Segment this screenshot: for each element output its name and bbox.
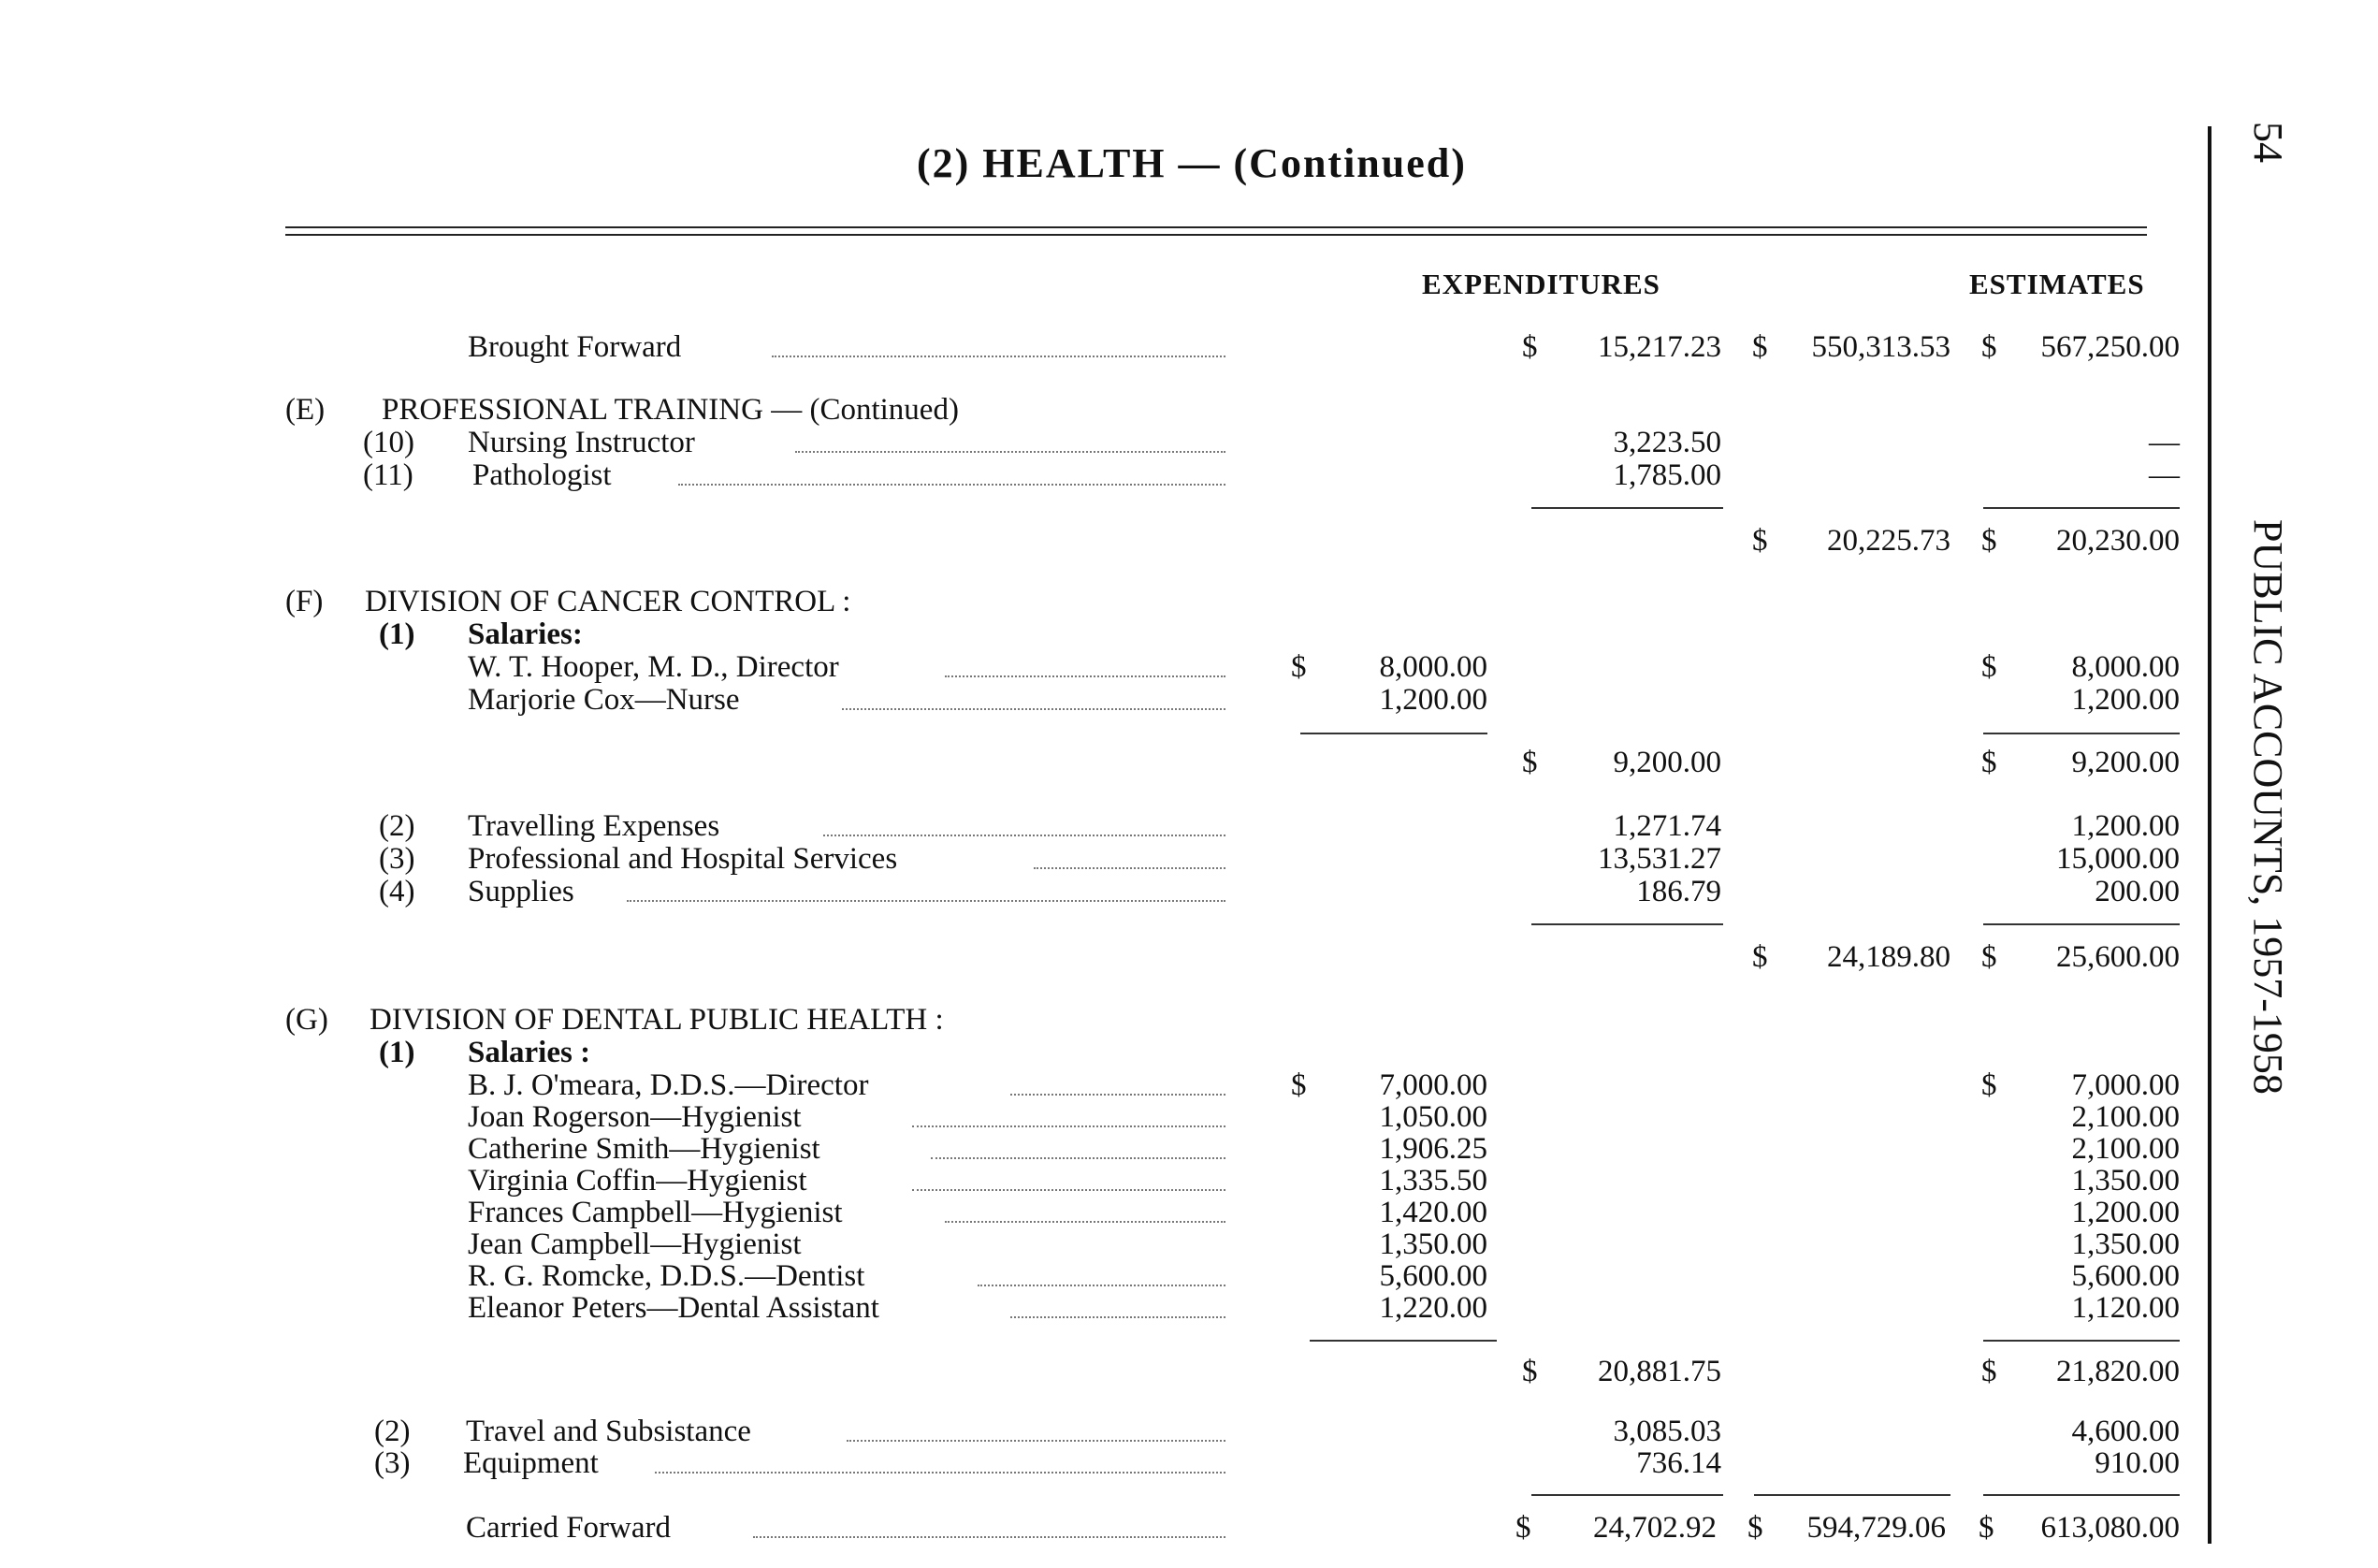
salary-amount: 1,420.00 (1379, 1196, 1487, 1229)
subtotal-rule (1983, 733, 2180, 734)
salary-estimate: 1,200.00 (2071, 683, 2180, 717)
salary-estimate: 1,350.00 (2071, 1164, 2180, 1198)
header-rule-bottom (285, 234, 2147, 236)
subtotal-rule (1983, 1340, 2180, 1342)
currency-symbol: $ (1291, 650, 1307, 684)
currency-symbol: $ (1981, 940, 1997, 974)
currency-symbol: $ (1522, 1355, 1538, 1388)
leader-dots (912, 1125, 1225, 1127)
section-e-total: 20,225.73 (1827, 524, 1950, 558)
salary-estimate: 2,100.00 (2071, 1132, 2180, 1166)
item-estimate: 4,600.00 (2071, 1415, 2180, 1448)
salaries-number: (1) (379, 617, 415, 651)
carried-forward-expenditure: 24,702.92 (1593, 1511, 1717, 1545)
item-expenditure: 186.79 (1636, 875, 1721, 908)
currency-symbol: $ (1515, 1511, 1531, 1545)
salaries-label: Salaries: (468, 617, 583, 651)
leader-dots (978, 1285, 1225, 1286)
currency-symbol: $ (1981, 1355, 1997, 1388)
expenditures-header: EXPENDITURES (1422, 268, 1660, 300)
salary-amount: 1,335.50 (1379, 1164, 1487, 1198)
currency-symbol: $ (1522, 746, 1538, 779)
subtotal-rule (1300, 733, 1487, 734)
item-expenditure: 736.14 (1636, 1446, 1721, 1480)
salary-amount: 8,000.00 (1379, 650, 1487, 684)
item-label: Nursing Instructor (468, 426, 695, 459)
page-title: (2) HEALTH — (Continued) (917, 140, 1467, 186)
section-g-title: DIVISION OF DENTAL PUBLIC HEALTH : (370, 1003, 944, 1037)
salary-estimate: 1,120.00 (2071, 1291, 2180, 1325)
item-label: Travelling Expenses (468, 809, 720, 843)
salary-name: Catherine Smith—Hygienist (468, 1132, 820, 1166)
currency-symbol: $ (1747, 1511, 1763, 1545)
leader-dots (772, 356, 1225, 357)
salary-name: Marjorie Cox—Nurse (468, 683, 740, 717)
item-expenditure: 1,271.74 (1613, 809, 1721, 843)
leader-dots (627, 900, 1225, 902)
brought-forward-total: 550,313.53 (1811, 330, 1950, 364)
section-e-letter: (E) (285, 393, 326, 427)
item-number: (3) (379, 842, 415, 876)
salary-amount: 1,220.00 (1379, 1291, 1487, 1325)
subtotal-rule (1754, 1494, 1950, 1496)
section-f-estimate-total: 25,600.00 (2056, 940, 2180, 974)
item-label: Professional and Hospital Services (468, 842, 898, 876)
currency-symbol: $ (1981, 524, 1997, 558)
salary-estimate: 5,600.00 (2071, 1259, 2180, 1293)
salaries-number: (1) (379, 1036, 415, 1069)
leader-dots (753, 1536, 1225, 1538)
page-margin-bar (2208, 126, 2211, 1544)
side-heading: PUBLIC ACCOUNTS, 1957-1958 (2245, 519, 2291, 1095)
header-rule-top (285, 226, 2147, 228)
currency-symbol: $ (1981, 650, 1997, 684)
subtotal-rule (1531, 507, 1723, 509)
section-e-estimate-total: 20,230.00 (2056, 524, 2180, 558)
item-estimate: 15,000.00 (2056, 842, 2180, 876)
item-label: Equipment (463, 1446, 599, 1480)
item-expenditure: 1,785.00 (1613, 458, 1721, 492)
salary-amount: 1,906.25 (1379, 1132, 1487, 1166)
salary-amount: 5,600.00 (1379, 1259, 1487, 1293)
salary-estimate: 1,200.00 (2071, 1196, 2180, 1229)
carried-forward-total: 594,729.06 (1806, 1511, 1946, 1545)
subtotal-rule (1531, 1494, 1723, 1496)
currency-symbol: $ (1981, 746, 1997, 779)
item-estimate: 1,200.00 (2071, 809, 2180, 843)
salary-name: Virginia Coffin—Hygienist (468, 1164, 807, 1198)
leader-dots (945, 1221, 1225, 1223)
leader-dots (847, 1440, 1225, 1442)
salary-estimate: 1,350.00 (2071, 1227, 2180, 1261)
carried-forward-estimate: 613,080.00 (2040, 1511, 2180, 1545)
leader-dots (655, 1472, 1225, 1474)
brought-forward-expenditure: 15,217.23 (1598, 330, 1721, 364)
item-number: (10) (363, 426, 414, 459)
salary-amount: 7,000.00 (1379, 1068, 1487, 1102)
salary-name: Frances Campbell—Hygienist (468, 1196, 843, 1229)
salaries-subtotal: 20,881.75 (1598, 1355, 1721, 1388)
item-number: (2) (374, 1415, 411, 1448)
item-label: Pathologist (472, 458, 612, 492)
page-number: 54 (2245, 122, 2291, 163)
brought-forward-label: Brought Forward (468, 330, 682, 364)
salaries-subtotal-estimate: 9,200.00 (2071, 746, 2180, 779)
salary-estimate: 2,100.00 (2071, 1100, 2180, 1134)
salary-amount: 1,200.00 (1379, 683, 1487, 717)
item-number: (2) (379, 809, 415, 843)
item-label: Travel and Subsistance (466, 1415, 751, 1448)
subtotal-rule (1531, 923, 1723, 925)
salary-name: Joan Rogerson—Hygienist (468, 1100, 802, 1134)
estimates-header: ESTIMATES (1969, 268, 2145, 300)
leader-dots (678, 484, 1225, 486)
salary-amount: 1,050.00 (1379, 1100, 1487, 1134)
leader-dots (912, 1189, 1225, 1191)
item-estimate: 910.00 (2095, 1446, 2180, 1480)
leader-dots (823, 835, 1225, 836)
leader-dots (1010, 1094, 1225, 1096)
salaries-subtotal-estimate: 21,820.00 (2056, 1355, 2180, 1388)
item-estimate-dash: — (2149, 426, 2180, 459)
leader-dots (842, 708, 1225, 710)
salary-name: Jean Campbell—Hygienist (468, 1227, 802, 1261)
salary-name: W. T. Hooper, M. D., Director (468, 650, 839, 684)
salary-amount: 1,350.00 (1379, 1227, 1487, 1261)
item-number: (3) (374, 1446, 411, 1480)
item-estimate: 200.00 (2095, 875, 2180, 908)
item-estimate-dash: — (2149, 458, 2180, 492)
brought-forward-estimate: 567,250.00 (2040, 330, 2180, 364)
item-expenditure: 13,531.27 (1598, 842, 1721, 876)
section-f-total: 24,189.80 (1827, 940, 1950, 974)
salaries-subtotal: 9,200.00 (1613, 746, 1721, 779)
leader-dots (1034, 867, 1225, 869)
salary-estimate: 7,000.00 (2071, 1068, 2180, 1102)
section-g-letter: (G) (285, 1003, 328, 1037)
subtotal-rule (1983, 1494, 2180, 1496)
item-expenditure: 3,223.50 (1613, 426, 1721, 459)
currency-symbol: $ (1291, 1068, 1307, 1102)
salary-name: Eleanor Peters—Dental Assistant (468, 1291, 879, 1325)
carried-forward-label: Carried Forward (466, 1511, 672, 1545)
subtotal-rule (1983, 923, 2180, 925)
salary-name: B. J. O'meara, D.D.S.—Director (468, 1068, 869, 1102)
salaries-label: Salaries : (468, 1036, 591, 1069)
item-number: (11) (363, 458, 413, 492)
subtotal-rule (1310, 1340, 1497, 1342)
currency-symbol: $ (1979, 1511, 1994, 1545)
item-expenditure: 3,085.03 (1613, 1415, 1721, 1448)
item-number: (4) (379, 875, 415, 908)
section-f-title: DIVISION OF CANCER CONTROL : (365, 585, 851, 618)
currency-symbol: $ (1981, 1068, 1997, 1102)
section-f-letter: (F) (285, 585, 324, 618)
salary-estimate: 8,000.00 (2071, 650, 2180, 684)
leader-dots (795, 451, 1225, 453)
subtotal-rule (1983, 507, 2180, 509)
currency-symbol: $ (1981, 330, 1997, 364)
leader-dots (1010, 1316, 1225, 1318)
currency-symbol: $ (1752, 940, 1768, 974)
leader-dots (945, 675, 1225, 677)
leader-dots (931, 1157, 1225, 1159)
currency-symbol: $ (1752, 524, 1768, 558)
item-label: Supplies (468, 875, 574, 908)
salary-name: R. G. Romcke, D.D.S.—Dentist (468, 1259, 865, 1293)
currency-symbol: $ (1522, 330, 1538, 364)
currency-symbol: $ (1752, 330, 1768, 364)
section-e-title: PROFESSIONAL TRAINING — (Continued) (382, 393, 959, 427)
